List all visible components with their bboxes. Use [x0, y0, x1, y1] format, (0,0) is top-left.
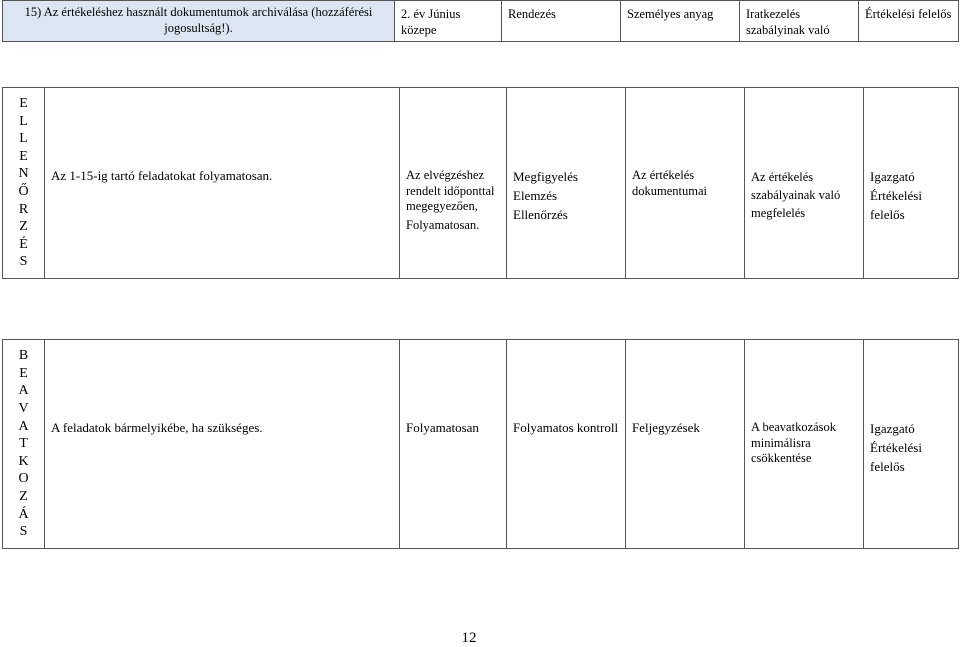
ellenorzes-method-cell: Megfigyelés Elemzés Ellenőrzés [507, 88, 626, 279]
beavatkozas-responsible-cell: Igazgató Értékelési felelős [864, 340, 959, 549]
criteria-cell: Iratkezelés szabályinak való [740, 1, 859, 42]
beavatkozas-criteria-cell: A beavatkozások minimálisra csökkentése [745, 340, 864, 549]
responsible-cell: Értékelési felelős [859, 1, 959, 42]
beavatkozas-documents-cell: Feljegyzések [626, 340, 745, 549]
ellenorzes-task-cell: Az 1-15-ig tartó feladatokat folyamatosan. [45, 88, 400, 279]
beavatkozas-task-cell: A feladatok bármelyikébe, ha szükséges. [45, 340, 400, 549]
material-cell: Személyes anyag [621, 1, 740, 42]
ellenorzes-criteria-cell: Az értékelés szabályainak való megfelelés [745, 88, 864, 279]
beavatkozas-method-cell: Folyamatos kontroll [507, 340, 626, 549]
archive-task-cell: 15) Az értékeléshez használt dokumentumok archiválása (hozzáférési jogosultság!). [3, 1, 395, 42]
beavatkozas-table [2, 339, 959, 549]
top-table [2, 0, 959, 42]
table-row [3, 1, 959, 42]
beavatkozas-time-cell: Folyamatosan [400, 340, 507, 549]
table-row [3, 88, 959, 279]
ellenorzes-vertical-label: E L L E N Ő R Z É S [3, 88, 45, 279]
ellenorzes-table [2, 87, 959, 279]
ellenorzes-time-cell: Az elvégzéshez rendelt időponttal megegyezően, Folyamatosan. [400, 88, 507, 279]
beavatkozas-vertical-label: B E A V A T K O Z Á S [3, 340, 45, 549]
table-row [3, 340, 959, 549]
deadline-cell: 2. év Június közepe [395, 1, 502, 42]
activity-cell: Rendezés [502, 1, 621, 42]
ellenorzes-documents-cell: Az értékelés dokumentumai [626, 88, 745, 279]
ellenorzes-responsible-cell: Igazgató Értékelési felelős [864, 88, 959, 279]
page-number: 12 [461, 630, 477, 646]
